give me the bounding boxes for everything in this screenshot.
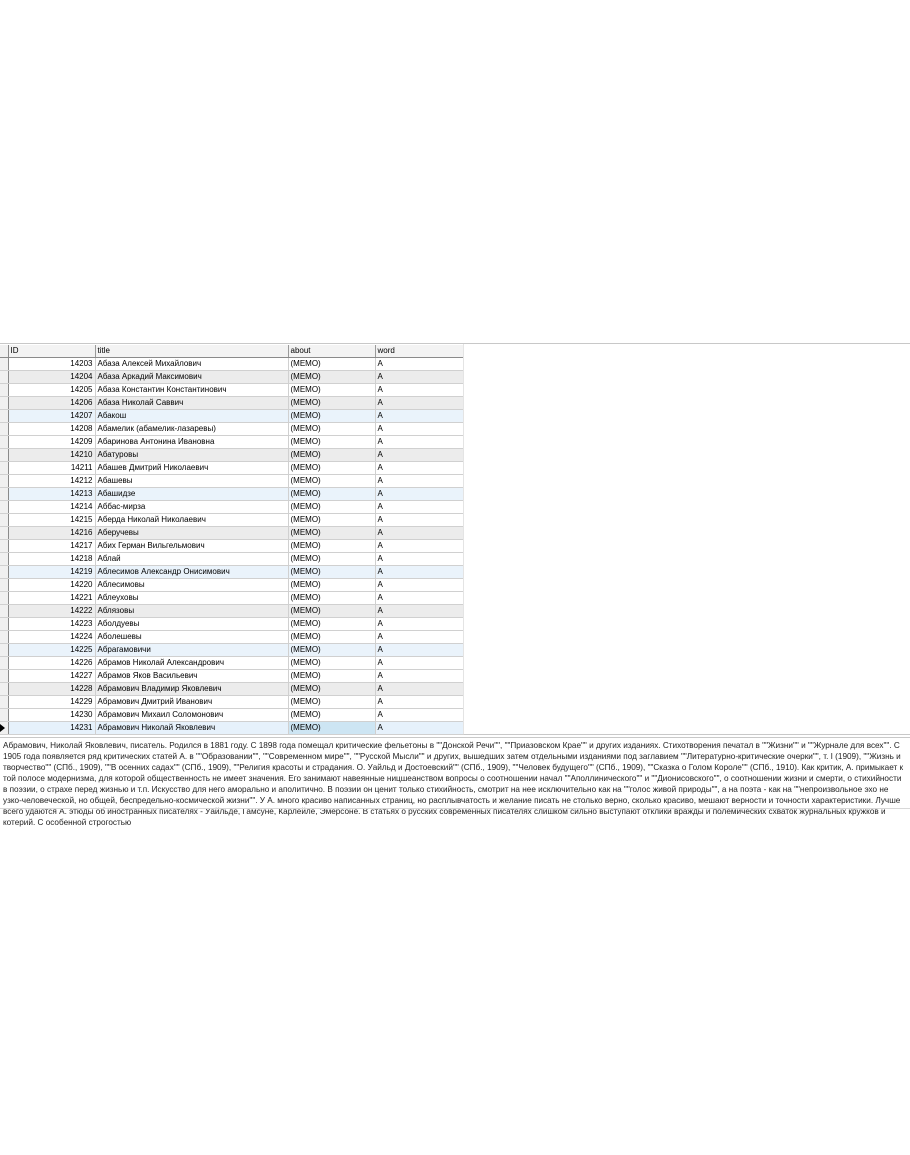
cell-about[interactable]: (MEMO) xyxy=(288,423,375,436)
cell-title[interactable]: Абрамович Владимир Яковлевич xyxy=(95,683,288,696)
cell-word[interactable]: А xyxy=(375,475,463,488)
cell-word[interactable]: А xyxy=(375,501,463,514)
table-row[interactable] xyxy=(0,410,463,423)
cell-id[interactable]: 14208 xyxy=(8,423,95,436)
cell-about[interactable]: (MEMO) xyxy=(288,644,375,657)
cell-title[interactable]: Абамелик (абамелик-лазаревы) xyxy=(95,423,288,436)
cell-title[interactable]: Абашевы xyxy=(95,475,288,488)
cell-id[interactable]: 14229 xyxy=(8,696,95,709)
grid-empty-area xyxy=(463,344,910,734)
cell-about[interactable]: (MEMO) xyxy=(288,553,375,566)
table-row[interactable] xyxy=(0,670,463,683)
table-row[interactable] xyxy=(0,631,463,644)
cell-title[interactable]: Аболдуевы xyxy=(95,618,288,631)
cell-id[interactable]: 14223 xyxy=(8,618,95,631)
cell-id[interactable]: 14214 xyxy=(8,501,95,514)
cell-title[interactable]: Аббас-мирза xyxy=(95,501,288,514)
row-indicator[interactable] xyxy=(0,501,8,514)
cell-word[interactable]: А xyxy=(375,618,463,631)
cell-id[interactable]: 14222 xyxy=(8,605,95,618)
table-row[interactable] xyxy=(0,579,463,592)
divider xyxy=(0,808,910,809)
cell-about[interactable]: (MEMO) xyxy=(288,410,375,423)
cell-word[interactable]: А xyxy=(375,423,463,436)
cell-title[interactable]: Абаза Константин Константинович xyxy=(95,384,288,397)
cell-about[interactable]: (MEMO) xyxy=(288,488,375,501)
table-row[interactable] xyxy=(0,384,463,397)
cell-id[interactable]: 14215 xyxy=(8,514,95,527)
records-table xyxy=(0,345,464,735)
cell-id[interactable]: 14207 xyxy=(8,410,95,423)
row-indicator[interactable] xyxy=(0,722,8,735)
cell-id[interactable]: 14228 xyxy=(8,683,95,696)
cell-about[interactable]: (MEMO) xyxy=(288,631,375,644)
cell-title[interactable]: Аблесимовы xyxy=(95,579,288,592)
cell-about[interactable]: (MEMO) xyxy=(288,566,375,579)
memo-text: Абрамович, Николай Яковлевич, писатель. Родился в 1881 году. С 1898 года помещал критические фельетоны в ""Донской Речи"", ""Приазовском Крае"" и других изданиях. Стихотворения печатал в ""Жизни"" и ""Журнале для всех"". С 1905 года появляется ряд критических статей А. в ""Образовании"", ""Современном мире"", ""Русской Мысли"" и других, вышедших затем отдельными изданиями под заглавием ""Литературно-критические очерки"", т. I (1909), ""Жизнь и творчество"" (СПб., 1909), ""В осенних садах"" (СПб., 1909), ""Религия красоты и страдания. О. Уайльд и Достоевский"" (СПб., 1909), ""Человек будущего"" (СПб., 1909), ""Сказка о Голом Короле"" (СПб., 1910). Как критик, А. примыкает к той полосе модернизма, для которой общественность не имеет значения. Его занимают навеянные ницшеанством вопросы о соотношении начал ""Аполлинического"" и ""Дионисовского"", о соотношении жизни и смерти, о стихийности в поэзии, о страхе перед жизнью и т.п. Искусство для него аморально и аполитично. В поэзии он ценит только стихийность, смотрит на нее исключительно как на ""голос живой природы"", а на поэта - как на ""непроизвольное эхо не узко-человеческой, но общей, беспредельно-космической жизни"". У А. много красиво написанных страниц, но расплывчатость и желание писать не столько верно, сколько красиво, мешают верности и точности характеристики. Лучше всего удаются А. этюды об иностранных писателях - Уайльде, Гамсуне, Карлейле, Эмерсоне. В статьях о русских современных писателях слишком сильно выступают отклики вражды и полемических схваток журнальных кружков и котерий. С особенной строгостью xyxy=(3,741,904,827)
table-row[interactable] xyxy=(0,605,463,618)
cell-title[interactable]: Абрамович Михаил Соломонович xyxy=(95,709,288,722)
row-indicator[interactable] xyxy=(0,670,8,683)
cell-id[interactable]: 14209 xyxy=(8,436,95,449)
row-indicator[interactable] xyxy=(0,384,8,397)
memo-viewer[interactable] xyxy=(0,737,910,827)
cell-word[interactable]: А xyxy=(375,462,463,475)
cell-word[interactable]: А xyxy=(375,592,463,605)
cell-word[interactable]: А xyxy=(375,722,463,735)
column-header-title[interactable]: title xyxy=(95,345,288,358)
table-row[interactable] xyxy=(0,501,463,514)
cell-id[interactable]: 14217 xyxy=(8,540,95,553)
cell-title[interactable]: Аблай xyxy=(95,553,288,566)
cell-about[interactable]: (MEMO) xyxy=(288,462,375,475)
column-header-id[interactable]: ID xyxy=(8,345,95,358)
table-row[interactable] xyxy=(0,514,463,527)
table-row[interactable] xyxy=(0,592,463,605)
cell-id[interactable]: 14203 xyxy=(8,358,95,371)
cell-id[interactable]: 14226 xyxy=(8,657,95,670)
cell-word[interactable]: А xyxy=(375,358,463,371)
table-row[interactable] xyxy=(0,722,463,735)
cell-title[interactable]: Абашев Дмитрий Николаевич xyxy=(95,462,288,475)
cell-about[interactable]: (MEMO) xyxy=(288,722,375,735)
data-grid[interactable] xyxy=(0,343,910,735)
table-row[interactable] xyxy=(0,423,463,436)
cell-id[interactable]: 14221 xyxy=(8,592,95,605)
cell-title[interactable]: Абаринова Антонина Ивановна xyxy=(95,436,288,449)
cell-id[interactable]: 14220 xyxy=(8,579,95,592)
cell-id[interactable]: 14225 xyxy=(8,644,95,657)
cell-title[interactable]: Аблеуховы xyxy=(95,592,288,605)
table-row[interactable] xyxy=(0,371,463,384)
cell-title[interactable]: Аберда Николай Николаевич xyxy=(95,514,288,527)
cell-word[interactable]: А xyxy=(375,657,463,670)
cell-id[interactable]: 14206 xyxy=(8,397,95,410)
row-indicator[interactable] xyxy=(0,449,8,462)
cell-title[interactable]: Абих Герман Вильгельмович xyxy=(95,540,288,553)
row-indicator[interactable] xyxy=(0,514,8,527)
header-row xyxy=(0,345,463,358)
row-indicator[interactable] xyxy=(0,683,8,696)
cell-title[interactable]: Аблязовы xyxy=(95,605,288,618)
table-row[interactable] xyxy=(0,657,463,670)
cell-about[interactable]: (MEMO) xyxy=(288,618,375,631)
cell-about[interactable]: (MEMO) xyxy=(288,670,375,683)
cell-word[interactable]: А xyxy=(375,436,463,449)
row-indicator[interactable] xyxy=(0,397,8,410)
table-row[interactable] xyxy=(0,397,463,410)
row-indicator[interactable] xyxy=(0,475,8,488)
table-row[interactable] xyxy=(0,644,463,657)
cell-about[interactable]: (MEMO) xyxy=(288,657,375,670)
row-indicator[interactable] xyxy=(0,462,8,475)
row-indicator[interactable] xyxy=(0,605,8,618)
cell-title[interactable]: Аблесимов Александр Онисимович xyxy=(95,566,288,579)
cell-about[interactable]: (MEMO) xyxy=(288,605,375,618)
row-indicator[interactable] xyxy=(0,436,8,449)
row-indicator[interactable] xyxy=(0,657,8,670)
cell-title[interactable]: Абакош xyxy=(95,410,288,423)
row-indicator[interactable] xyxy=(0,592,8,605)
cell-title[interactable]: Аболешевы xyxy=(95,631,288,644)
row-indicator[interactable] xyxy=(0,631,8,644)
cell-id[interactable]: 14211 xyxy=(8,462,95,475)
row-indicator[interactable] xyxy=(0,358,8,371)
column-header-about[interactable]: about xyxy=(288,345,375,358)
row-indicator[interactable] xyxy=(0,423,8,436)
cell-title[interactable]: Абатуровы xyxy=(95,449,288,462)
table-row[interactable] xyxy=(0,462,463,475)
cell-title[interactable]: Абрагамовичи xyxy=(95,644,288,657)
cell-about[interactable]: (MEMO) xyxy=(288,449,375,462)
cell-title[interactable]: Абаза Аркадий Максимович xyxy=(95,371,288,384)
row-indicator-header xyxy=(0,345,8,358)
cell-title[interactable]: Абаза Алексей Михайлович xyxy=(95,358,288,371)
cell-id[interactable]: 14231 xyxy=(8,722,95,735)
cell-about[interactable]: (MEMO) xyxy=(288,384,375,397)
table-row[interactable] xyxy=(0,683,463,696)
table-row[interactable] xyxy=(0,358,463,371)
cell-word[interactable]: А xyxy=(375,527,463,540)
cell-about[interactable]: (MEMO) xyxy=(288,397,375,410)
cell-title[interactable]: Абрамов Николай Александрович xyxy=(95,657,288,670)
table-row[interactable] xyxy=(0,475,463,488)
cell-word[interactable]: А xyxy=(375,566,463,579)
cell-id[interactable]: 14212 xyxy=(8,475,95,488)
cell-word[interactable]: А xyxy=(375,683,463,696)
cell-id[interactable]: 14224 xyxy=(8,631,95,644)
cell-word[interactable]: А xyxy=(375,488,463,501)
row-indicator[interactable] xyxy=(0,527,8,540)
cell-word[interactable]: А xyxy=(375,605,463,618)
cell-word[interactable]: А xyxy=(375,553,463,566)
cell-title[interactable]: Абрамович Николай Яковлевич xyxy=(95,722,288,735)
row-indicator[interactable] xyxy=(0,566,8,579)
cell-id[interactable]: 14205 xyxy=(8,384,95,397)
cell-title[interactable]: Аберучевы xyxy=(95,527,288,540)
row-indicator[interactable] xyxy=(0,410,8,423)
cell-word[interactable]: А xyxy=(375,631,463,644)
row-indicator[interactable] xyxy=(0,553,8,566)
row-indicator[interactable] xyxy=(0,696,8,709)
row-indicator[interactable] xyxy=(0,540,8,553)
cell-about[interactable]: (MEMO) xyxy=(288,579,375,592)
table-row[interactable] xyxy=(0,709,463,722)
table-row[interactable] xyxy=(0,488,463,501)
cell-word[interactable]: А xyxy=(375,384,463,397)
cell-id[interactable]: 14219 xyxy=(8,566,95,579)
cell-id[interactable]: 14227 xyxy=(8,670,95,683)
table-row[interactable] xyxy=(0,436,463,449)
cell-about[interactable]: (MEMO) xyxy=(288,371,375,384)
cell-id[interactable]: 14230 xyxy=(8,709,95,722)
table-row[interactable] xyxy=(0,553,463,566)
cell-about[interactable]: (MEMO) xyxy=(288,527,375,540)
row-indicator[interactable] xyxy=(0,579,8,592)
cell-word[interactable]: А xyxy=(375,449,463,462)
cell-title[interactable]: Абрамов Яков Васильевич xyxy=(95,670,288,683)
cell-about[interactable]: (MEMO) xyxy=(288,436,375,449)
cell-title[interactable]: Абашидзе xyxy=(95,488,288,501)
cell-word[interactable]: А xyxy=(375,644,463,657)
table-row[interactable] xyxy=(0,696,463,709)
cell-about[interactable]: (MEMO) xyxy=(288,501,375,514)
cell-word[interactable]: А xyxy=(375,371,463,384)
cell-title[interactable]: Абрамович Дмитрий Иванович xyxy=(95,696,288,709)
cell-id[interactable]: 14218 xyxy=(8,553,95,566)
table-row[interactable] xyxy=(0,566,463,579)
cell-about[interactable]: (MEMO) xyxy=(288,709,375,722)
cell-about[interactable]: (MEMO) xyxy=(288,358,375,371)
cell-title[interactable]: Абаза Николай Саввич xyxy=(95,397,288,410)
column-header-word[interactable]: word xyxy=(375,345,463,358)
cell-word[interactable]: А xyxy=(375,540,463,553)
cell-id[interactable]: 14213 xyxy=(8,488,95,501)
row-indicator[interactable] xyxy=(0,371,8,384)
cell-word[interactable]: А xyxy=(375,670,463,683)
cell-word[interactable]: А xyxy=(375,709,463,722)
cell-about[interactable]: (MEMO) xyxy=(288,683,375,696)
table-row[interactable] xyxy=(0,527,463,540)
cell-id[interactable]: 14204 xyxy=(8,371,95,384)
cell-about[interactable]: (MEMO) xyxy=(288,540,375,553)
cell-about[interactable]: (MEMO) xyxy=(288,592,375,605)
cell-word[interactable]: А xyxy=(375,579,463,592)
cell-about[interactable]: (MEMO) xyxy=(288,514,375,527)
cell-word[interactable]: А xyxy=(375,514,463,527)
cell-word[interactable]: А xyxy=(375,410,463,423)
row-indicator[interactable] xyxy=(0,709,8,722)
current-row-arrow-icon xyxy=(0,724,5,732)
table-row[interactable] xyxy=(0,449,463,462)
cell-id[interactable]: 14210 xyxy=(8,449,95,462)
cell-id[interactable]: 14216 xyxy=(8,527,95,540)
cell-about[interactable]: (MEMO) xyxy=(288,475,375,488)
cell-word[interactable]: А xyxy=(375,696,463,709)
cell-about[interactable]: (MEMO) xyxy=(288,696,375,709)
row-indicator[interactable] xyxy=(0,644,8,657)
table-row[interactable] xyxy=(0,618,463,631)
row-indicator[interactable] xyxy=(0,488,8,501)
row-indicator[interactable] xyxy=(0,618,8,631)
table-row[interactable] xyxy=(0,540,463,553)
cell-word[interactable]: А xyxy=(375,397,463,410)
